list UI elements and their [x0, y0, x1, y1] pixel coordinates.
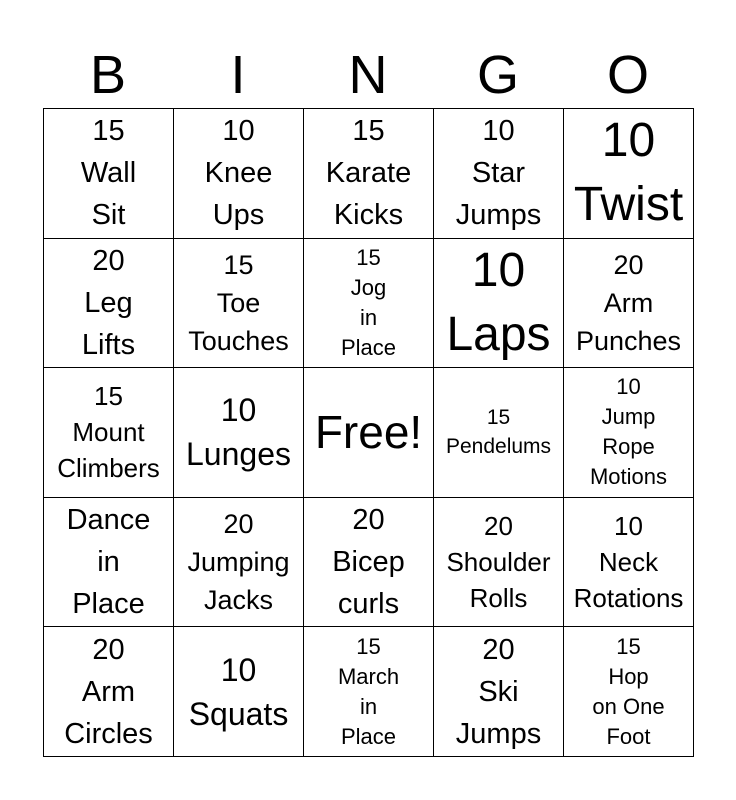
cell-line: Rotations	[573, 583, 684, 614]
cell-line: Ski	[478, 675, 519, 708]
cell-line: 10	[614, 511, 643, 542]
cell-i5[interactable]	[174, 627, 304, 757]
cell-line: Leg	[84, 286, 133, 319]
cell-line: 15	[616, 633, 641, 659]
cell-line: Free!	[314, 406, 423, 459]
cell-g3[interactable]	[434, 368, 564, 498]
cell-line: Rope	[602, 434, 655, 460]
cell-line: in	[359, 304, 378, 330]
cell-line: Ups	[212, 199, 265, 232]
cell-line: Bicep	[332, 546, 405, 579]
bingo-header	[43, 42, 693, 108]
cell-i4[interactable]	[174, 498, 304, 628]
cell-n2[interactable]	[304, 239, 434, 369]
cell-i2[interactable]	[174, 239, 304, 369]
cell-line: Knee	[204, 157, 273, 190]
cell-n5[interactable]	[304, 627, 434, 757]
cell-line: Jumping	[187, 547, 290, 578]
header-letter-n: N	[348, 45, 388, 105]
cell-line: 15	[223, 249, 254, 280]
cell-line: Mount	[72, 417, 145, 448]
cell-line: 15	[486, 406, 511, 430]
cell-line: 10	[222, 115, 255, 148]
cell-line: Dance	[66, 504, 151, 537]
cell-line: Foot	[606, 723, 651, 749]
cell-line: Squats	[188, 695, 289, 732]
cell-line: Hop	[608, 663, 649, 689]
cell-line: 15	[356, 633, 381, 659]
cell-g4[interactable]	[434, 498, 564, 628]
cell-i1[interactable]	[174, 109, 304, 239]
cell-line: in	[359, 693, 378, 719]
cell-o5[interactable]	[564, 627, 694, 757]
cell-line: 10	[220, 392, 257, 429]
cell-b1[interactable]	[44, 109, 174, 239]
cell-line: 20	[223, 509, 254, 540]
cell-line: Place	[72, 588, 145, 621]
cell-line: Karate	[325, 157, 412, 190]
header-letter-b: B	[89, 45, 127, 105]
cell-b3[interactable]	[44, 368, 174, 498]
header-letter-g: G	[476, 45, 519, 105]
cell-line: Lunges	[186, 436, 291, 473]
header-letter-o: O	[606, 45, 649, 105]
cell-line: Jacks	[203, 585, 274, 616]
cell-line: Rolls	[469, 583, 528, 614]
cell-line: Neck	[598, 547, 659, 578]
cell-line: Motions	[589, 464, 668, 490]
cell-line: Jog	[350, 274, 387, 300]
cell-line: Pendelums	[445, 435, 552, 459]
cell-o4[interactable]	[564, 498, 694, 628]
cell-line: Wall	[80, 157, 137, 190]
cell-line: Place	[340, 723, 397, 749]
cell-line: Twist	[573, 178, 684, 232]
cell-b2[interactable]	[44, 239, 174, 369]
cell-line: Shoulder	[446, 547, 551, 578]
cell-line: 20	[92, 633, 125, 666]
cell-line: Circles	[64, 717, 153, 750]
cell-line: Jumps	[455, 717, 542, 750]
cell-line: 20	[92, 244, 125, 277]
cell-o1[interactable]	[564, 109, 694, 239]
cell-line: 15	[356, 244, 381, 270]
cell-line: Star	[471, 157, 526, 190]
cell-line: Place	[340, 334, 397, 360]
cell-line: Kicks	[333, 199, 404, 232]
cell-line: Arm	[81, 675, 136, 708]
cell-line: 20	[613, 249, 644, 280]
cell-n1[interactable]	[304, 109, 434, 239]
cell-line: Punches	[575, 325, 682, 356]
cell-g5[interactable]	[434, 627, 564, 757]
cell-n4[interactable]	[304, 498, 434, 628]
cell-line: Sit	[91, 199, 126, 232]
cell-line: 10	[482, 115, 515, 148]
cell-line: 20	[352, 504, 385, 537]
bingo-board	[43, 108, 694, 757]
cell-line: 10	[601, 114, 656, 168]
cell-g1[interactable]	[434, 109, 564, 239]
cell-line: March	[337, 663, 400, 689]
cell-line: 15	[94, 381, 123, 412]
cell-o2[interactable]	[564, 239, 694, 369]
header-letter-i: I	[230, 45, 246, 105]
cell-line: Jumps	[455, 199, 542, 232]
cell-line: 10	[616, 374, 641, 400]
cell-o3[interactable]	[564, 368, 694, 498]
cell-line: on One	[592, 693, 665, 719]
cell-line: Touches	[188, 325, 289, 356]
cell-line: 20	[484, 511, 513, 542]
cell-line: 10	[220, 651, 257, 688]
cell-line: 15	[92, 115, 125, 148]
cell-free-space[interactable]	[304, 368, 434, 498]
cell-b5[interactable]	[44, 627, 174, 757]
cell-line: curls	[337, 588, 400, 621]
cell-line: Toe	[216, 287, 261, 318]
cell-line: Jump	[601, 404, 656, 430]
cell-line: Lifts	[81, 328, 136, 361]
cell-b4[interactable]	[44, 498, 174, 628]
cell-line: Arm	[603, 287, 654, 318]
cell-line: 10	[471, 243, 526, 297]
cell-g2[interactable]	[434, 239, 564, 369]
cell-i3[interactable]	[174, 368, 304, 498]
cell-line: Laps	[446, 307, 551, 361]
cell-line: in	[97, 546, 120, 579]
cell-line: Climbers	[57, 453, 160, 484]
cell-line: 20	[482, 633, 515, 666]
cell-line: 15	[352, 115, 385, 148]
